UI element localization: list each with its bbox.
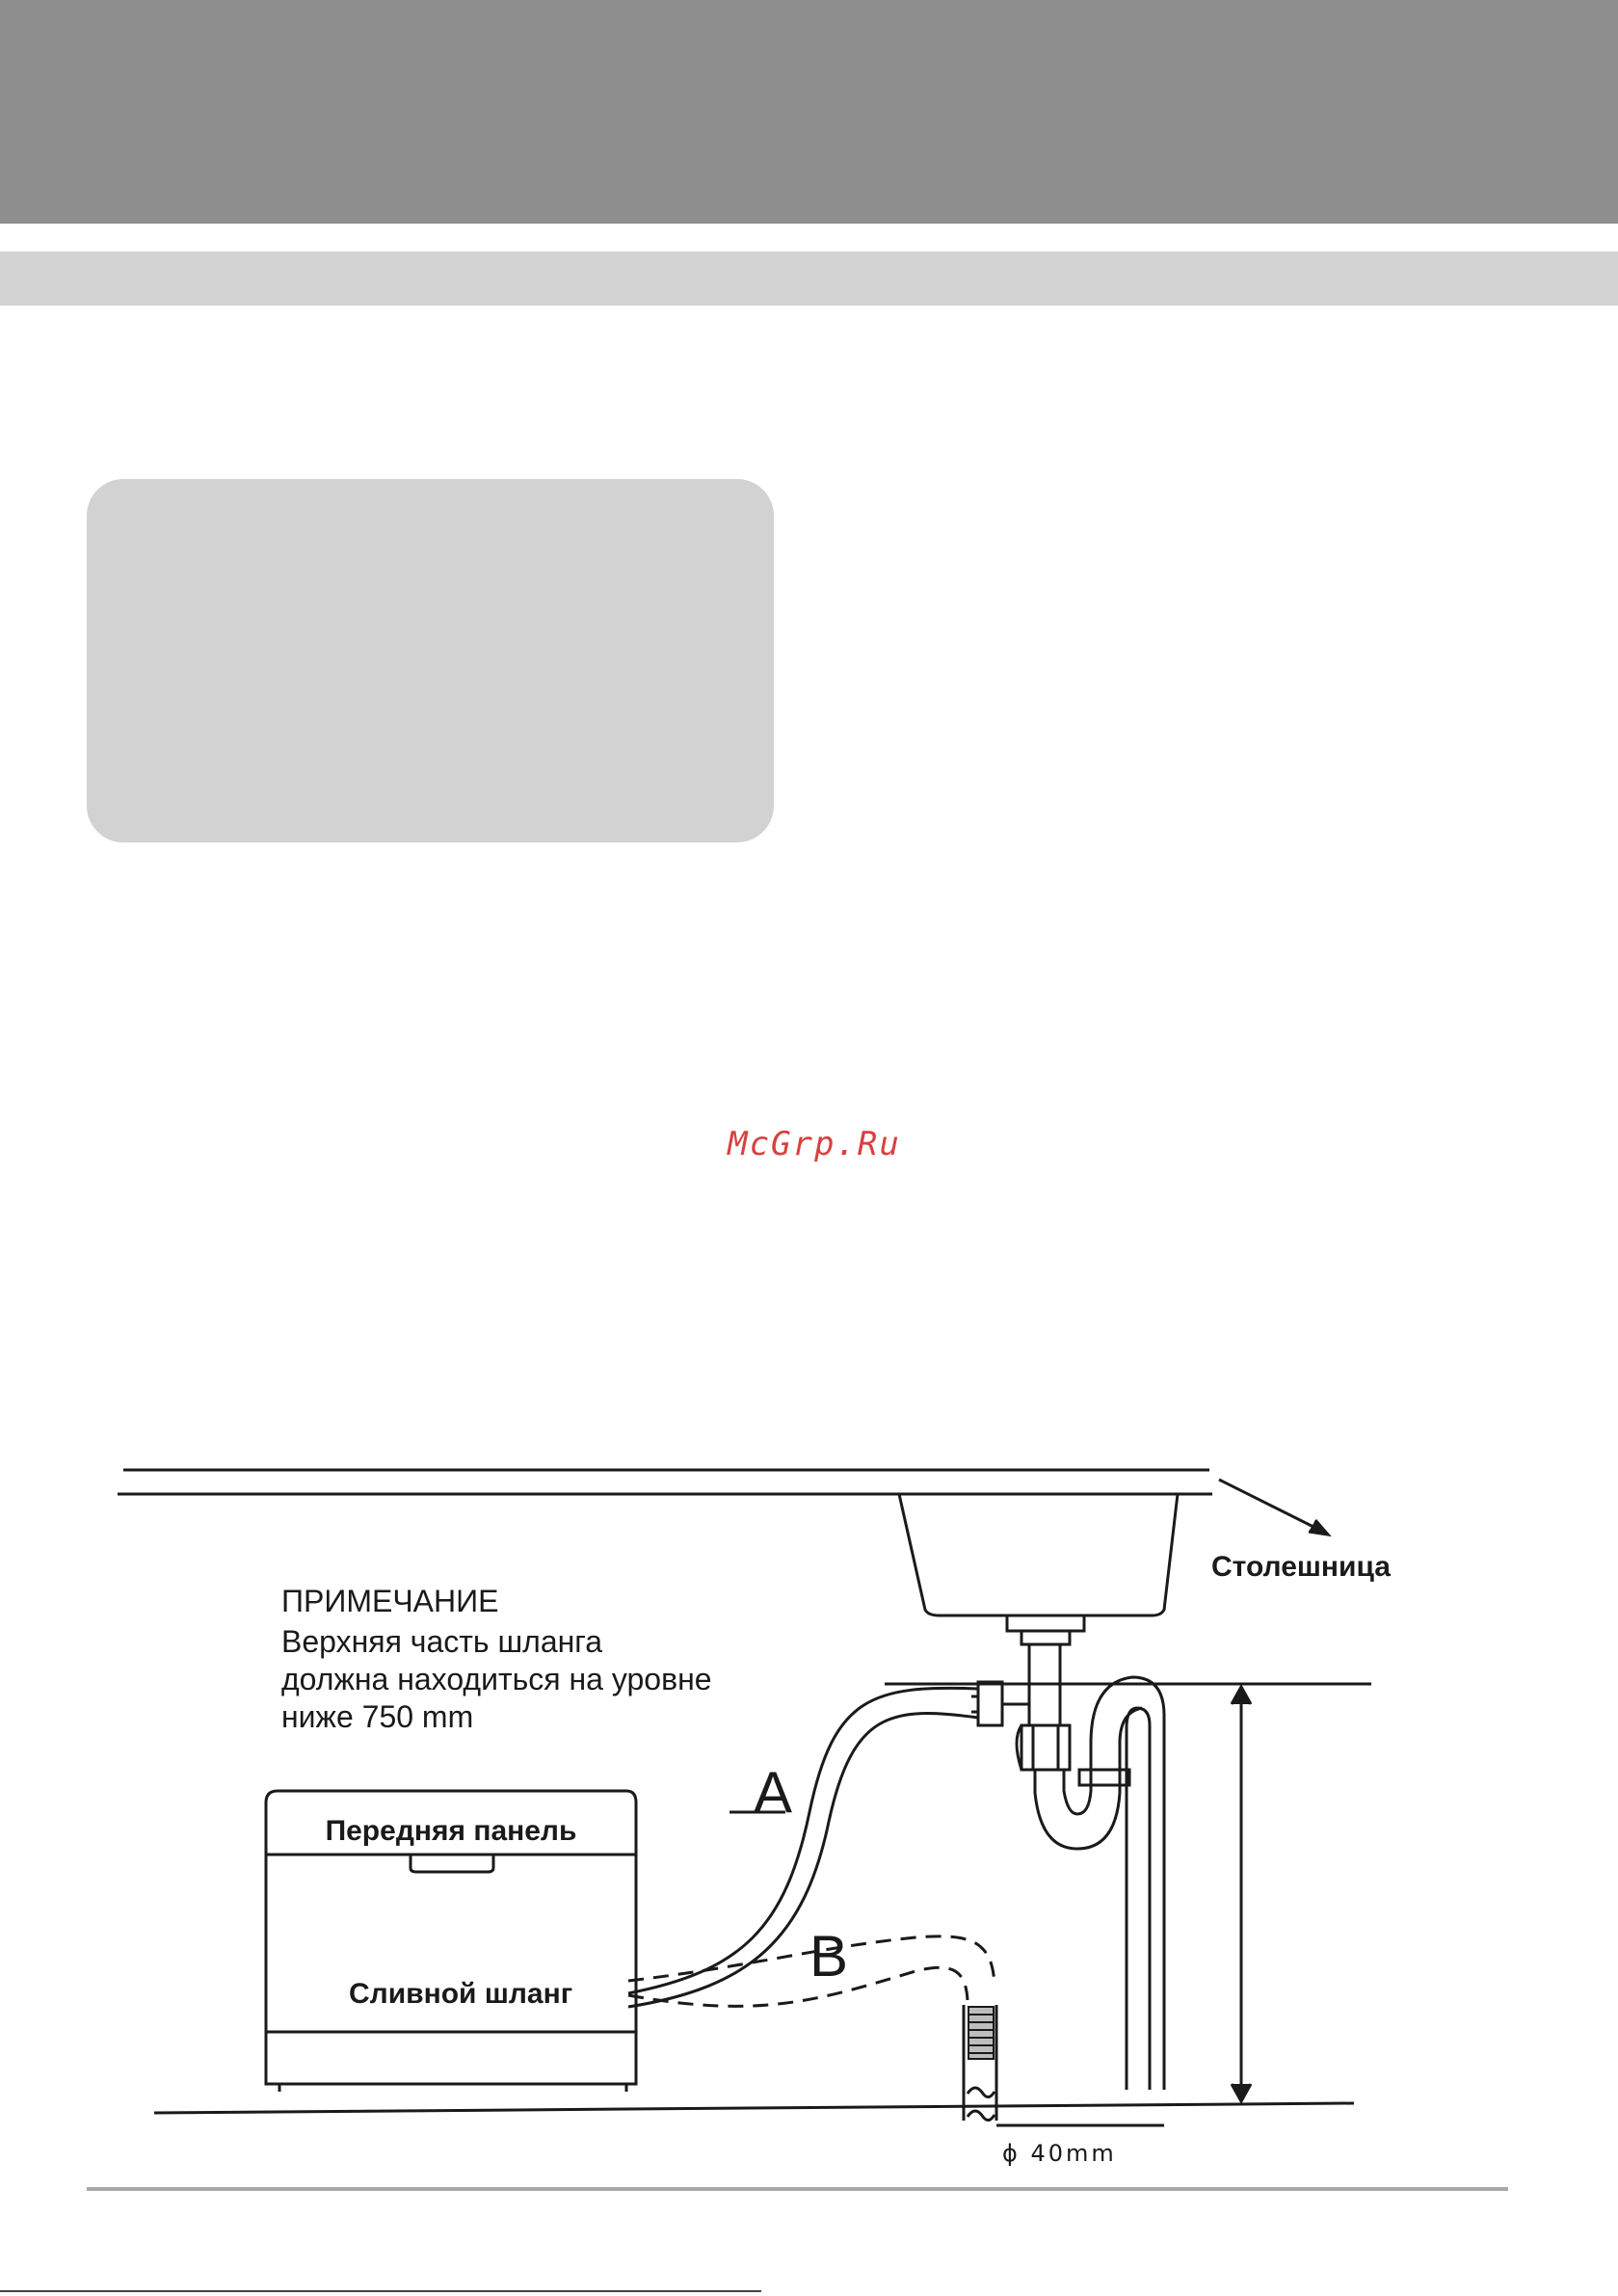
page-header-bar [0, 0, 1618, 224]
hose-label-b: B [809, 1924, 849, 1989]
drain-hose-installation-diagram [0, 1446, 1618, 2178]
diagram-note-line-3: ниже 750 mm [281, 1699, 474, 1734]
countertop-leader [1219, 1480, 1325, 1533]
diagram-note-line-2: должна находиться на уровне [281, 1662, 712, 1696]
sink-drain-neck [1007, 1615, 1084, 1631]
hose-connector [978, 1682, 1002, 1725]
hose-a [628, 1688, 978, 1993]
floor-line [154, 2103, 1354, 2113]
diagram-note-line-1: Верхняя часть шланга [281, 1624, 603, 1659]
watermark: McGrp.Ru [728, 1125, 901, 1163]
countertop-label: Столешница [1211, 1551, 1391, 1583]
bottom-edge-line [0, 2290, 761, 2292]
standpipe [1127, 1708, 1150, 2090]
section-title-bar [0, 252, 1618, 306]
drain-hose-label: Сливной шланг [349, 1978, 573, 2010]
sink-bowl [899, 1494, 1178, 1615]
siphon-trap [1029, 1695, 1060, 1725]
note-box [87, 479, 774, 842]
diagram-note-heading: ПРИМЕЧАНИЕ [281, 1584, 499, 1618]
footer-rule [87, 2187, 1508, 2191]
pipe-diameter-label: ϕ 40mm [1002, 2140, 1117, 2167]
front-panel-label: Передняя панель [325, 1815, 577, 1847]
hose-label-a: A [754, 1760, 793, 1825]
